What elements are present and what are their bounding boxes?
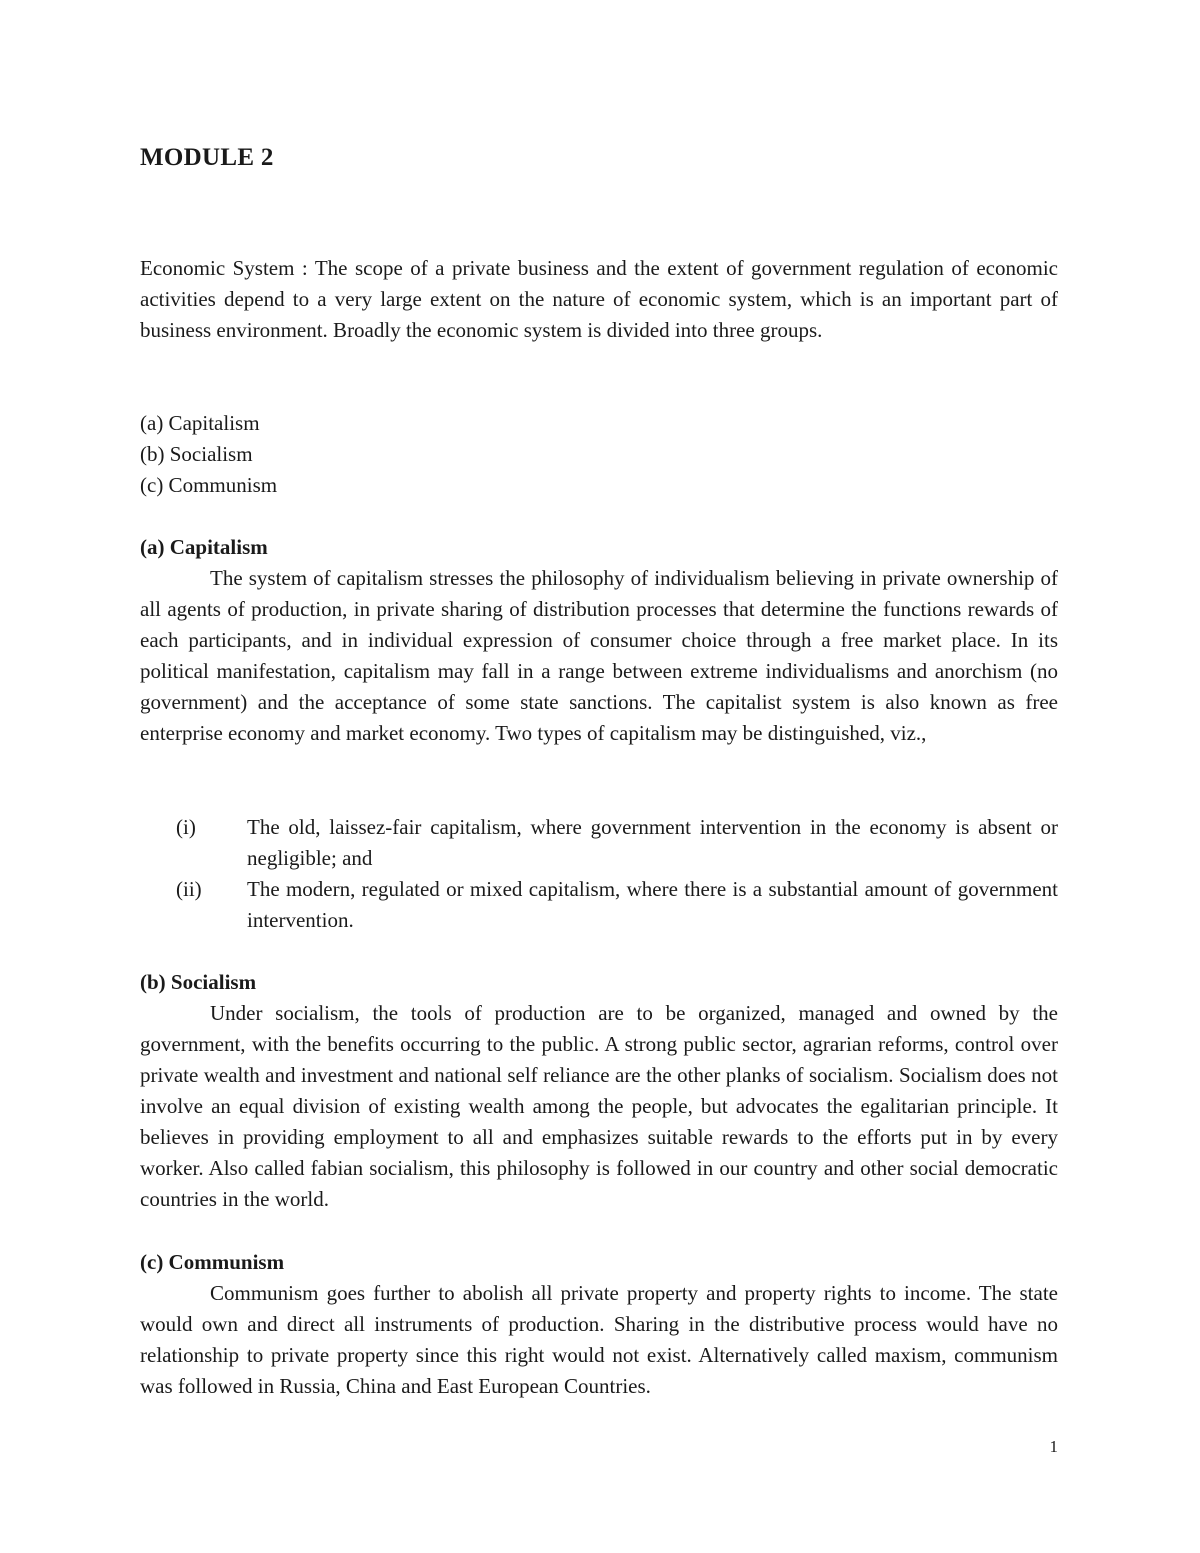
capitalism-paragraph: The system of capitalism stresses the philosophy of individualism believing in private ownership of all agents of production, in private sharing of distribution processes that determine the functions rewards of each participants, and in individual expression of consumer choice through a free market place. In its political manifestation, capitalism may fall in a range between extreme individualisms and anorchism (no government) and the acceptance of some state sanctions. The capitalist system is also known as free enterprise economy and market economy. Two types of capitalism may be distinguished, viz.,	[140, 566, 1058, 745]
page-title: MODULE 2	[140, 144, 274, 171]
group-item-socialism: (b) Socialism	[140, 442, 253, 466]
capitalism-type-text: The modern, regulated or mixed capitalism, where there is a substantial amount of government intervention.	[247, 877, 1058, 932]
socialism-heading: (b) Socialism	[140, 970, 257, 994]
page-number: 1	[1049, 1437, 1058, 1456]
document-page	[140, 0, 1058, 1553]
intro-paragraph: Economic System : The scope of a private business and the extent of government regulation of economic activities depend to a very large extent on the nature of economic system, which is an important part of business environment. Broadly the economic system is divided into three groups.	[140, 256, 1058, 342]
capitalism-type-number: (i)	[176, 815, 196, 839]
communism-heading: (c) Communism	[140, 1250, 285, 1274]
group-item-communism: (c) Communism	[140, 473, 278, 497]
capitalism-type-text: The old, laissez-fair capitalism, where government intervention in the economy is absent or negligible; and	[247, 815, 1058, 870]
capitalism-type-number: (ii)	[176, 877, 202, 901]
socialism-paragraph: Under socialism, the tools of production are to be organized, managed and owned by the government, with the benefits occurring to the public. A strong public sector, agrarian reforms, control over private wealth and investment and national self reliance are the other planks of socialism. Socialism does not involve an equal division of existing wealth among the people, but advocates the egalitarian principle. It believes in providing employment to all and emphasizes suitable rewards to the efforts put in by every worker. Also called fabian socialism, this philosophy is followed in our country and other social democratic countries in the world.	[140, 1001, 1058, 1211]
communism-paragraph: Communism goes further to abolish all private property and property rights to income. The state would own and direct all instruments of production. Sharing in the distributive process would have no relationship to private property since this right would not exist. Alternatively called maxism, communism was followed in Russia, China and East European Countries.	[140, 1281, 1058, 1398]
group-item-capitalism: (a) Capitalism	[140, 411, 260, 435]
capitalism-heading: (a) Capitalism	[140, 535, 268, 559]
